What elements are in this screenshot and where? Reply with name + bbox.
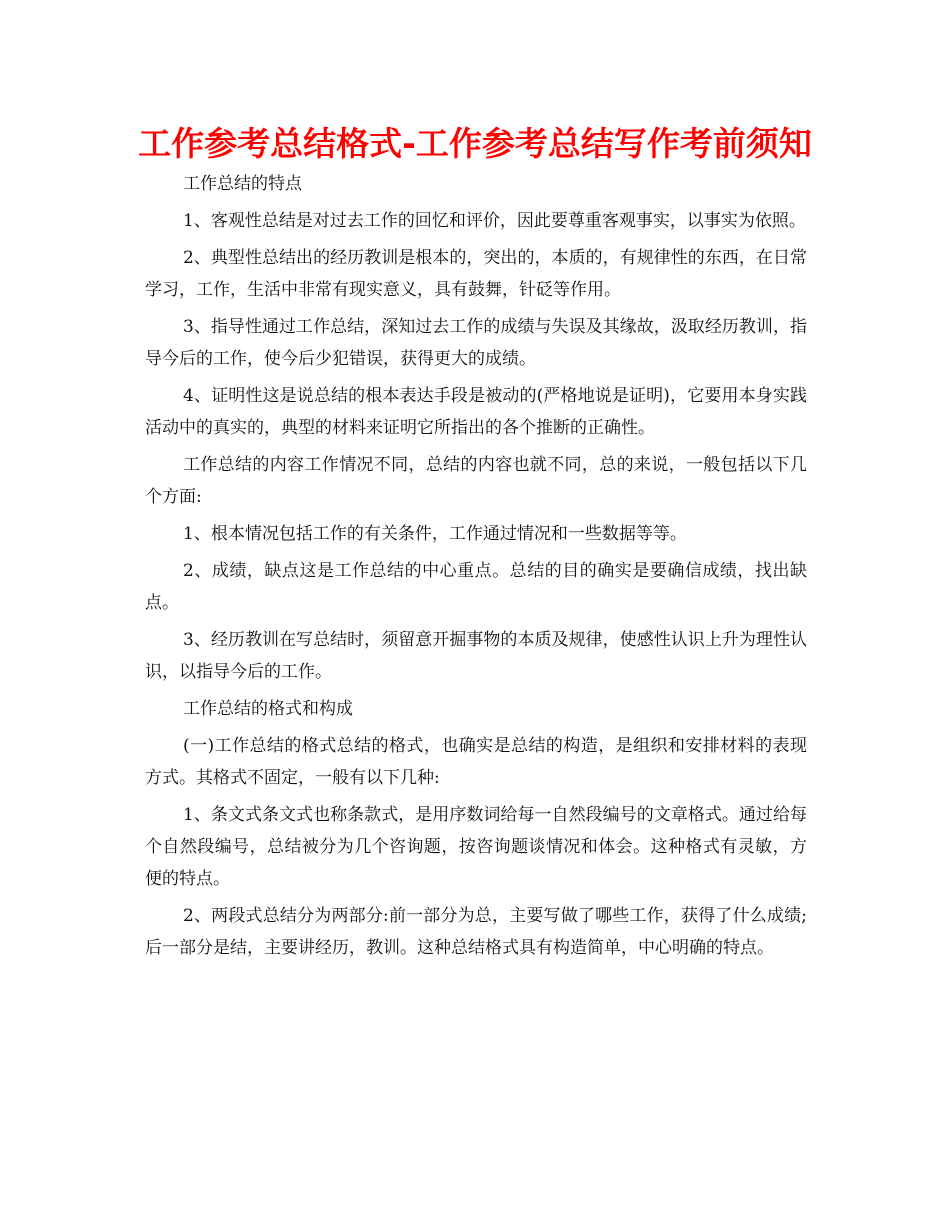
paragraph-proof: 4、证明性这是说总结的根本表达手段是被动的(严格地说是证明)，它要用本身实践活动中的真实的，典型的材料来证明它所指出的各个推断的正确性。	[145, 386, 807, 438]
paragraph-lessons: 3、经历教训在写总结时，须留意开掘事物的本质及规律，使感性认识上升为理性认识，以指导今后的工作。	[145, 630, 807, 682]
paragraph-format-clause: 1、条文式条文式也称条款式，是用序数词给每一自然段编号的文章格式。通过给每个自然段编号，总结被分为几个咨询题，按咨询题谈情况和体会。这种格式有灵敏，方便的特点。	[145, 805, 807, 889]
paragraph-basic-situation: 1、根本情况包括工作的有关条件，工作通过情况和一些数据等等。	[183, 524, 687, 544]
paragraph-guidance: 3、指导性通过工作总结，深知过去工作的成绩与失误及其缘故，汲取经历教训，指导今后的工作，使今后少犯错误，获得更大的成绩。	[145, 317, 807, 369]
paragraph-format-intro: (一)工作总结的格式总结的格式，也确实是总结的构造，是组织和安排材料的表现方式。其格式不固定，一般有以下几种:	[145, 736, 807, 788]
paragraph-achievements: 2、成绩，缺点这是工作总结的中心重点。总结的目的确实是要确信成绩，找出缺点。	[145, 561, 807, 613]
paragraph-objectivity: 1、客观性总结是对过去工作的回忆和评价，因此要尊重客观事实，以事实为依照。	[183, 211, 806, 231]
paragraph-typicality: 2、典型性总结出的经历教训是根本的，突出的，本质的，有规律性的东西，在日常学习，工作，生活中非常有现实意义，具有鼓舞，针砭等作用。	[145, 248, 807, 300]
section-heading-content: 工作总结的内容工作情况不同，总结的内容也就不同，总的来说，一般包括以下几个方面:	[145, 455, 807, 507]
document-title: 工作参考总结格式-工作参考总结写作考前须知	[138, 124, 812, 163]
document-body	[145, 168, 807, 964]
section-heading-features: 工作总结的特点	[183, 174, 302, 194]
section-heading-format: 工作总结的格式和构成	[183, 699, 353, 719]
paragraph-format-two-part: 2、两段式总结分为两部分:前一部分为总，主要写做了哪些工作，获得了什么成绩;后一部分是结，主要讲经历，教训。这种总结格式具有构造简单，中心明确的特点。	[145, 906, 807, 958]
